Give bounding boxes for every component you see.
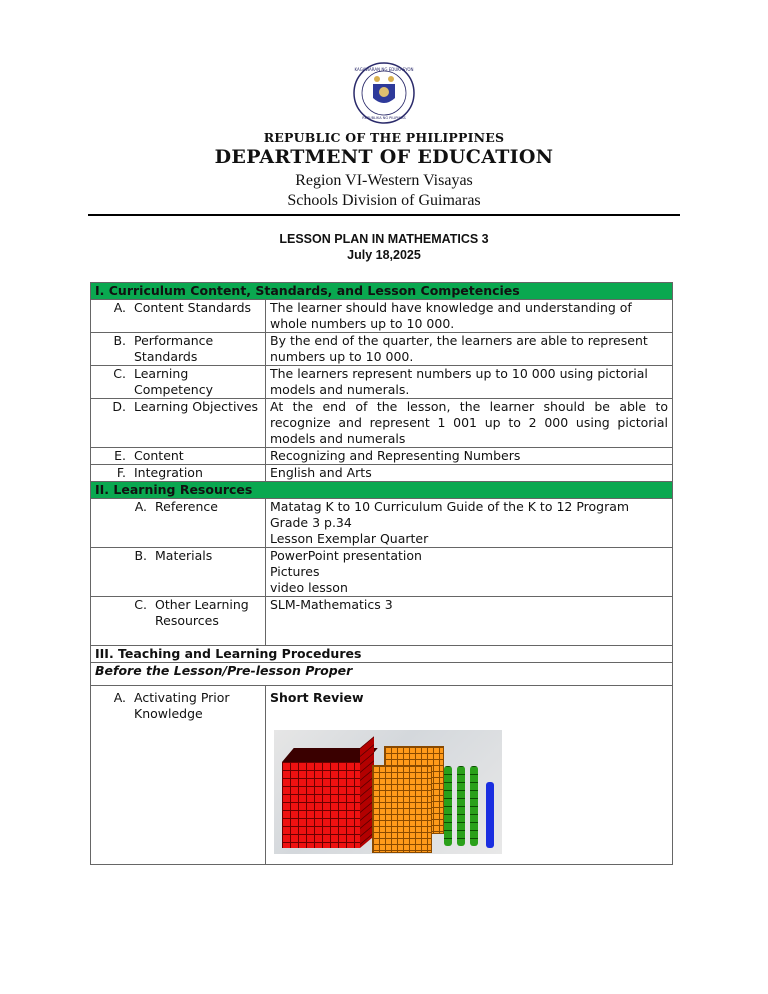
svg-text:REPUBLIKA NG PILIPINAS: REPUBLIKA NG PILIPINAS xyxy=(362,116,406,120)
table-row xyxy=(91,333,673,366)
value-line: Grade 3 p.34 xyxy=(270,515,352,530)
section-heading: II. Learning Resources xyxy=(91,482,673,499)
division-heading: Schools Division of Guimaras xyxy=(287,192,481,209)
row-label: Learning Competency xyxy=(134,366,213,397)
row-letter: A. xyxy=(113,300,126,315)
row-letter: D. xyxy=(112,399,126,414)
table-row xyxy=(91,548,673,597)
value-line: PowerPoint presentation xyxy=(270,548,422,563)
value-line: Pictures xyxy=(270,564,320,579)
row-label: Content Standards xyxy=(134,300,252,315)
ten-rod-icon xyxy=(470,766,478,846)
ten-rod-icon xyxy=(457,766,465,846)
section-heading: III. Teaching and Learning Procedures xyxy=(91,646,673,663)
svg-text:KAGAWARAN NG EDUKASYON: KAGAWARAN NG EDUKASYON xyxy=(354,67,414,72)
table-row xyxy=(91,499,673,548)
hundred-flat-icon xyxy=(372,765,432,853)
row-value: English and Arts xyxy=(266,465,673,482)
row-letter: B. xyxy=(134,548,147,563)
table-row xyxy=(91,597,673,646)
row-value xyxy=(266,499,673,548)
row-letter: E. xyxy=(114,448,126,463)
table-row xyxy=(91,686,673,865)
section-header-resources xyxy=(91,482,673,499)
row-value xyxy=(266,548,673,597)
subsection-header xyxy=(91,663,673,686)
thousand-cube-icon xyxy=(282,762,360,848)
value-line: SLM-Mathematics 3 xyxy=(270,597,393,612)
row-label: Content xyxy=(134,448,184,463)
department-heading: DEPARTMENT OF EDUCATION xyxy=(214,146,554,168)
row-label: Other Learning Resources xyxy=(155,597,249,628)
section-heading: I. Curriculum Content, Standards, and Lesson Competencies xyxy=(91,283,673,300)
row-label: Performance Standards xyxy=(134,333,214,364)
value-line: video lesson xyxy=(270,580,348,595)
short-review-title: Short Review xyxy=(270,690,364,705)
lesson-plan-table xyxy=(90,282,673,865)
lesson-title: LESSON PLAN IN MATHEMATICS 3 xyxy=(279,232,489,246)
row-label: Reference xyxy=(155,499,218,514)
header-divider xyxy=(88,214,680,216)
row-value: By the end of the quarter, the learners are able to represent numbers up to 10 000. xyxy=(266,333,673,366)
row-label: Learning Objectives xyxy=(134,399,259,414)
section-header-procedures xyxy=(91,646,673,663)
table-row xyxy=(91,366,673,399)
value-line: Matatag K to 10 Curriculum Guide of the K to 12 Program xyxy=(270,499,630,514)
table-row xyxy=(91,465,673,482)
row-letter: F. xyxy=(116,465,126,480)
row-letter: A. xyxy=(134,499,147,514)
table-row xyxy=(91,399,673,448)
table-row xyxy=(91,300,673,333)
subsection-heading: Before the Lesson/Pre-lesson Proper xyxy=(91,663,673,686)
row-label: Activating Prior Knowledge xyxy=(134,690,230,721)
row-value: The learner should have knowledge and understanding of whole numbers up to 10 000. xyxy=(266,300,673,333)
row-value xyxy=(266,686,673,865)
deped-seal-icon xyxy=(353,62,415,124)
row-value: Recognizing and Representing Numbers xyxy=(266,448,673,465)
base-ten-blocks-image xyxy=(274,730,502,854)
value-line: Lesson Exemplar Quarter xyxy=(270,531,429,546)
row-value: At the end of the lesson, the learner should be able to recognize and represent 1 001 up to 2 000 using pictorial models and numerals xyxy=(266,399,673,448)
republic-heading: REPUBLIC OF THE PHILIPPINES xyxy=(263,130,505,145)
row-label: Materials xyxy=(155,548,213,563)
row-letter: C. xyxy=(113,366,126,381)
unit-cube-icon xyxy=(486,782,494,848)
row-letter: B. xyxy=(113,333,126,348)
ten-rod-icon xyxy=(444,766,452,846)
lesson-date: July 18,2025 xyxy=(347,248,421,262)
row-letter: C. xyxy=(134,597,147,612)
section-header-curriculum xyxy=(91,283,673,300)
row-label: Integration xyxy=(134,465,203,480)
row-letter: A. xyxy=(113,690,126,705)
row-value: The learners represent numbers up to 10 000 using pictorial models and numerals. xyxy=(266,366,673,399)
row-value xyxy=(266,597,673,646)
table-row xyxy=(91,448,673,465)
region-heading: Region VI-Western Visayas xyxy=(295,172,473,189)
